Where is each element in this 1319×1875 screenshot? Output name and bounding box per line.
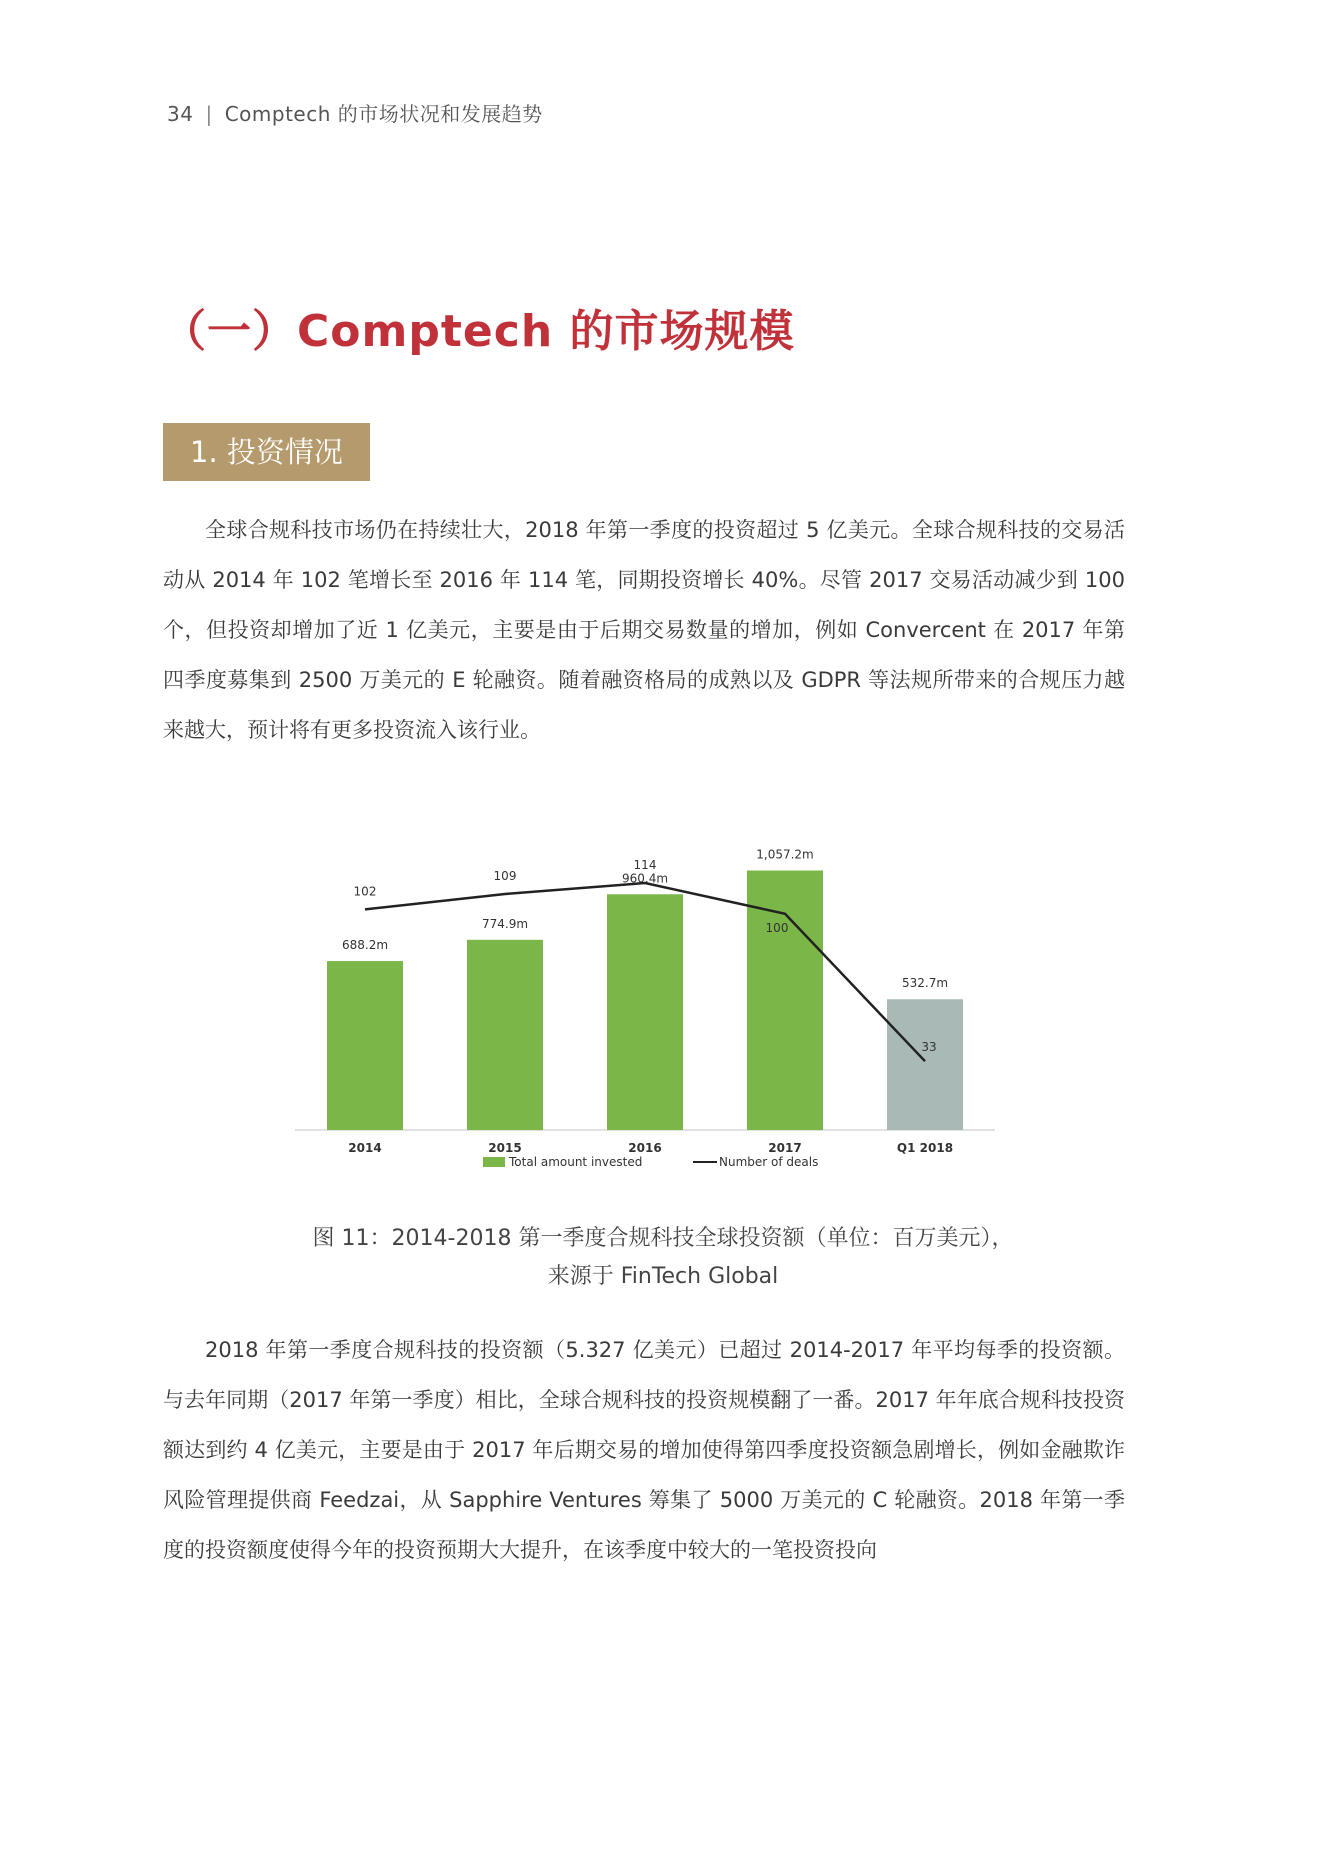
caption-line-2: 来源于 FinTech Global [547, 1264, 779, 1289]
bar-2014 [327, 961, 403, 1130]
page-header [167, 98, 543, 127]
x-tick-q1-2018: Q1 2018 [896, 1141, 954, 1155]
figure-caption [163, 1220, 1163, 1296]
deal-label-2015: 109 [493, 869, 517, 883]
x-tick-2017: 2017 [768, 1141, 802, 1155]
bar-label-q1-2018: 532.7m [901, 976, 949, 991]
x-tick-2014: 2014 [348, 1141, 382, 1155]
paragraph-2-text: 2018 年第一季度合规科技的投资额（5.327 亿美元）已超过 2014-2017 年平均每季的投资额。与去年同期（2017 年第一季度）相比，全球合规科技的投资规模翻了一番。2017 年年底合规科技投资额达到约 4 亿美元，主要是由于 2017 年后期交易的增加使得第四季度投资额急剧增长，例如金融欺诈风险管理提供商 Feedzai，从 Sapphire Ventures 筹集了 5000 万美元的 C 轮融资。2018 年第一季度的投资额度使得今年的投资预期大大提升，在该季度中较大的一笔投资投向 [163, 1338, 1125, 1562]
header-separator: | [205, 102, 213, 126]
header-section-title: Comptech 的市场状况和发展趋势 [224, 102, 543, 126]
caption-line-1: 图 11：2014-2018 第一季度合规科技全球投资额（单位：百万美元）， [312, 1226, 1014, 1251]
investment-chart [285, 810, 1005, 1190]
legend-line-label: Number of deals [719, 1155, 819, 1169]
bar-label-2015: 774.9m [481, 916, 529, 931]
paragraph-1-text: 全球合规科技市场仍在持续壮大，2018 年第一季度的投资超过 5 亿美元。全球合规科技的交易活动从 2014 年 102 笔增长至 2016 年 114 笔，同期投资增长 40%。尽管 2017 交易活动减少到 100 个，但投资却增加了近 1 亿美元，主要是由于后期交易数量的增加，例如 Convercent 在 2017 年第四季度募集到 2500 万美元的 E 轮融资。随着融资格局的成熟以及 GDPR 等法规所带来的合规压力越来越大，预计将有更多投资流入该行业。 [163, 518, 1125, 742]
bar-label-2016: 960.4m [621, 871, 669, 886]
deal-label-q1-2018: 33 [921, 1040, 937, 1055]
bar-2017 [747, 871, 823, 1130]
paragraph-2 [163, 1325, 1125, 1575]
legend-bar-label: Total amount invested [509, 1155, 643, 1169]
bar-label-2017: 1,057.2m [756, 847, 814, 862]
x-tick-2016: 2016 [628, 1141, 662, 1155]
page-number: 34 [167, 102, 194, 126]
subsection-heading: 1. 投资情况 [163, 423, 370, 481]
bar-2016 [607, 894, 683, 1130]
deal-label-2016: 114 [633, 858, 657, 872]
legend-bar-swatch [483, 1157, 505, 1167]
bar-label-2014: 688.2m [341, 938, 389, 953]
deal-label-2014: 102 [353, 884, 377, 899]
bar-2015 [467, 940, 543, 1130]
deal-label-2017: 100 [765, 920, 789, 935]
x-tick-2015: 2015 [488, 1141, 522, 1155]
section-title: （一）Comptech 的市场规模 [162, 306, 795, 357]
bar-q1-2018 [887, 999, 963, 1130]
paragraph-1 [163, 505, 1125, 755]
